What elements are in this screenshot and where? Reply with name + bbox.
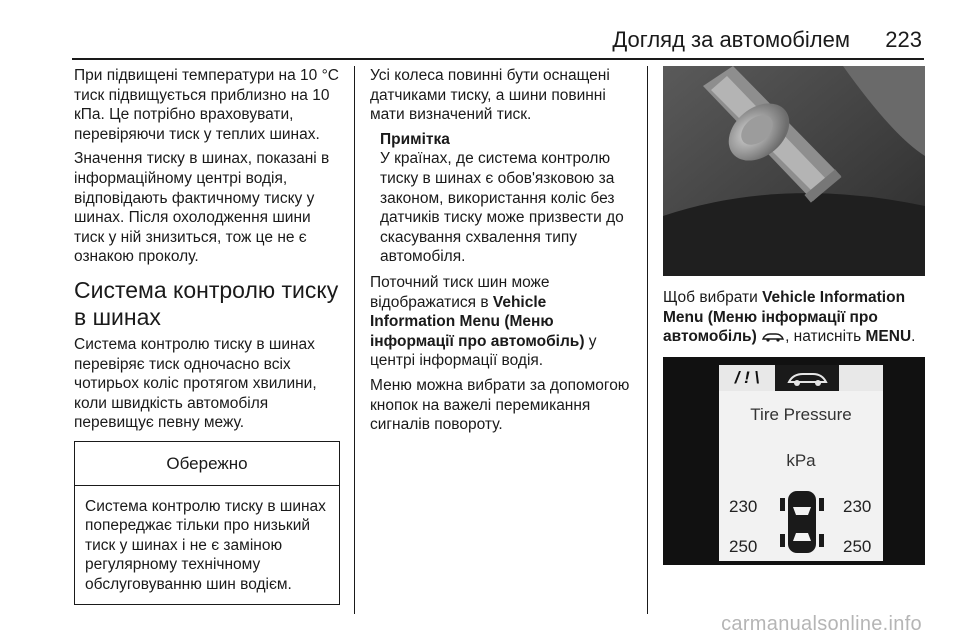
column-divider (647, 66, 648, 614)
section-heading: Система контролю тиску в шинах (74, 276, 339, 330)
note-title: Примітка (380, 130, 450, 148)
tire-rear-left: 250 (729, 536, 758, 556)
header-title: Догляд за автомобілем (612, 27, 850, 52)
caution-body: Система контролю тиску в шинах попереджає тільки про низький тиск у шинах і не є заміною регулярному технічному обслуговуванню шин водієм. (85, 497, 326, 593)
menu-button-label: MENU (865, 328, 912, 346)
tab-vehicle-info (775, 365, 839, 391)
text: Щоб вибрати (663, 289, 763, 306)
car-top-view-icon (777, 487, 827, 557)
display-tabs (719, 365, 883, 391)
photo-caption (663, 288, 927, 347)
text: , натисніть (785, 328, 866, 346)
note-body: У країнах, де система контролю тиску в шинах є обов'язковою за законом, використання коліс без датчиків тиску може призвести до скасування схвалення типу автомобіля. (380, 150, 624, 266)
display-unit: kPa (786, 450, 816, 470)
text: у центрі інформації водія. (370, 332, 597, 370)
paragraph-current-pressure (370, 273, 634, 371)
warning-icon: / ! \ (734, 367, 760, 387)
display-title: Tire Pressure (750, 404, 852, 424)
watermark: carmanualsonline.info (721, 613, 922, 635)
column-right (663, 66, 927, 565)
paragraph-system-description: Система контролю тиску в шинах перевіряє тиск одночасно всіх чотирьох коліс протягом хвилини, коли швидкість автомобіля перевищує певну межу. (74, 335, 317, 432)
car-icon (775, 365, 839, 391)
page-header (0, 0, 960, 62)
paragraph-sensors: Усі колеса повинні бути оснащені датчиками тиску, а шини повинні мати визначений тиск. (370, 67, 610, 124)
tire-front-left: 230 (729, 496, 758, 516)
turn-signal-lever-photo (663, 66, 925, 276)
menu-name: Vehicle Information Menu (Меню інформації про автомобіль) (663, 289, 906, 346)
caution-title: Обережно (75, 442, 339, 486)
menu-name: Vehicle Information Menu (Меню інформації про автомобіль) (370, 293, 585, 350)
paragraph-menu-selection: Меню можна вибрати за допомогою кнопок на важелі перемикання сигналів повороту. (370, 376, 630, 434)
display-screen (719, 365, 883, 561)
car-icon (761, 331, 785, 343)
text: . (911, 328, 916, 346)
page-number: 223 (885, 27, 922, 52)
tire-pressure-display (663, 357, 925, 565)
column-left (74, 66, 340, 605)
column-divider (354, 66, 355, 614)
tire-front-right: 230 (843, 496, 872, 516)
text: Поточний тиск шин може відображатися в (370, 273, 550, 311)
caution-box (74, 441, 340, 606)
paragraph-pressure-values: Значення тиску в шинах, показані в інформаційному центрі водія, відповідають фактичному тиску у шинах. Після охолодження шини тиск у ній знизиться, тож це не є ознакою проколу. (74, 150, 330, 266)
paragraph-temperature: При підвищені температури на 10 °C тиск підвищується приблизно на 10 кПа. Це потрібно враховувати, перевіряючи тиск у теплих шинах. (74, 67, 339, 143)
header-rule (72, 58, 924, 60)
column-middle (370, 66, 634, 440)
note-box (370, 130, 634, 267)
lever-illustration (663, 66, 925, 276)
tire-rear-right: 250 (843, 536, 872, 556)
